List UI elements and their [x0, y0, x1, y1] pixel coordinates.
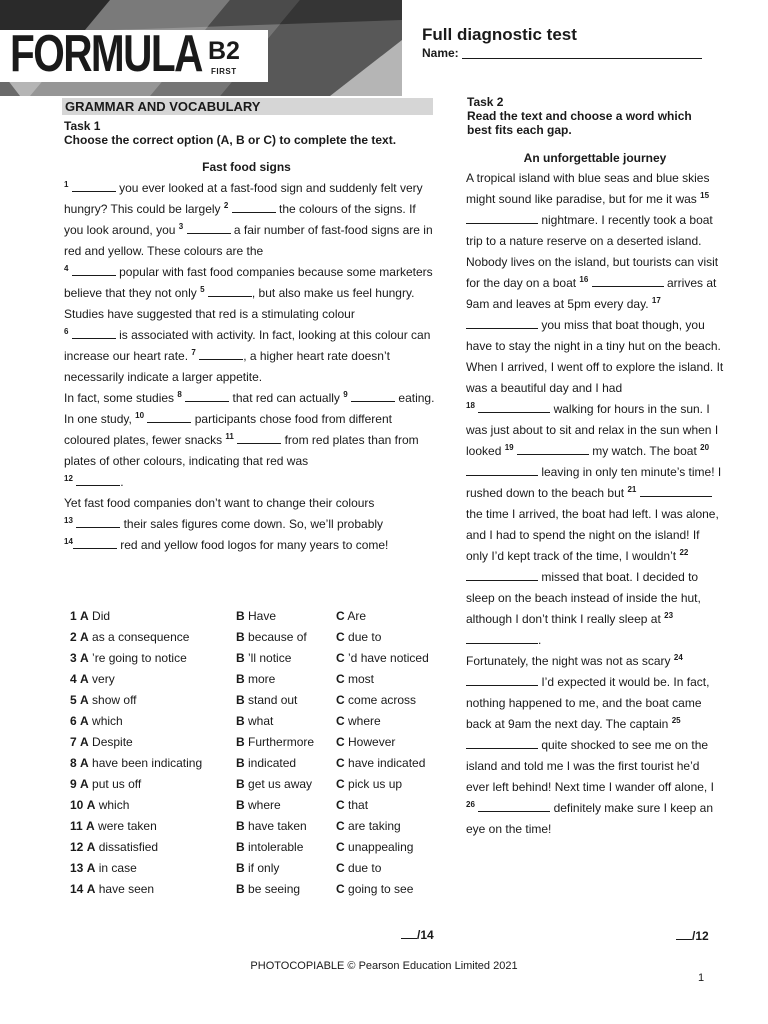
- option-letter: A: [86, 882, 96, 896]
- option-text: dissatisfied: [98, 840, 159, 854]
- option-letter: A: [80, 693, 89, 707]
- option-row: [70, 648, 450, 669]
- option-text: come across: [348, 693, 417, 707]
- option-number: 14: [70, 882, 84, 896]
- option-text: because of: [248, 630, 307, 644]
- option-letter: B: [236, 693, 245, 707]
- option-row: [70, 858, 450, 879]
- logo-level: B2: [208, 37, 240, 65]
- option-c[interactable]: [336, 606, 366, 627]
- option-letter: C: [336, 882, 345, 896]
- option-letter: C: [336, 651, 345, 665]
- gap-9[interactable]: [351, 392, 395, 402]
- gap-11[interactable]: [237, 434, 281, 444]
- page-number: 1: [698, 972, 705, 984]
- option-text: most: [348, 672, 375, 686]
- option-number: 13: [70, 861, 84, 875]
- option-text: unappealing: [348, 840, 414, 854]
- footer-copyright: PHOTOCOPIABLE © Pearson Education Limited 2021: [250, 960, 518, 972]
- option-letter: C: [336, 819, 345, 833]
- option-text: put us off: [92, 777, 142, 791]
- option-number: 2: [70, 630, 77, 644]
- option-letter: C: [336, 609, 345, 623]
- option-b[interactable]: [236, 879, 300, 900]
- gap-10[interactable]: [147, 413, 191, 423]
- option-row: [70, 753, 450, 774]
- task2-score: /12: [676, 929, 709, 943]
- option-b[interactable]: [236, 690, 297, 711]
- option-c[interactable]: [336, 690, 416, 711]
- option-letter: B: [236, 819, 245, 833]
- option-text: get us away: [248, 777, 313, 791]
- option-a[interactable]: [70, 795, 129, 816]
- gap-2[interactable]: [232, 203, 276, 213]
- option-letter: B: [236, 735, 245, 749]
- option-a[interactable]: [70, 690, 137, 711]
- option-text: have seen: [98, 882, 155, 896]
- option-text: where: [348, 714, 381, 728]
- gap-3[interactable]: [187, 224, 231, 234]
- option-number: 5: [70, 693, 77, 707]
- name-field[interactable]: [462, 58, 702, 59]
- option-letter: A: [80, 756, 89, 770]
- option-text: have been indicating: [92, 756, 203, 770]
- option-number: 4: [70, 672, 77, 686]
- option-letter: A: [80, 609, 89, 623]
- option-b[interactable]: [236, 795, 281, 816]
- gap-24[interactable]: [466, 676, 538, 686]
- option-text: Furthermore: [248, 735, 315, 749]
- option-text: have taken: [248, 819, 307, 833]
- logo-formula: FORMULA: [10, 25, 202, 83]
- option-letter: B: [236, 882, 245, 896]
- task2-passage: A tropical island with blue seas and blue skies might sound like paradise, but for me it was $^{15}$ nightmare. I recently took a boat trip to a nature reserve on a deserted island. Nobody lives on the island, but tourists can visit for the day on a boat $^{16}$ arrives at 9am and leaves at 5pm every day. $^{17}$ you miss that boat though, you have to stay the night in a tiny hut on the beach. When I arrived, I went off to explore the island. It was a beautiful day and I had $^{18}$ walking for hours in the sun. I was just about to sit and relax in the sun when I looked $^{19}$ my watch. The boat $^{20}$ leaving in only ten minute’s time! I rushed down to the beach but $^{21}$ the time I arrived, the boat had left. I was alone, and I had to spend the night on the island! If only I’d kept track of the time, I wouldn’t $^{22}$ missed that boat. I decided to sleep on the beach instead of inside the hut, although I don’t think I really sleep at $^{23}$ . Fortunately, the night was not as scary $^{24}$ I’d expected it would be. In fact, nothing happened to me, and the boat came back at 9am the next day. The captain $^{25}$ quite shocked to see me on the island and told me I was the first tourist he’d ever left behind! Next time I wander off alone, I $^{26}$ definitely make sure I keep an eye on the time!: [466, 171, 724, 836]
- option-letter: A: [86, 819, 95, 833]
- task1-label: Task 1: [64, 119, 101, 133]
- option-text: stand out: [248, 693, 298, 707]
- option-text: were taken: [98, 819, 157, 833]
- option-letter: C: [336, 798, 345, 812]
- gap-18[interactable]: [478, 403, 550, 413]
- option-text: which: [92, 714, 123, 728]
- option-text: due to: [348, 861, 382, 875]
- option-letter: A: [80, 714, 89, 728]
- option-b[interactable]: [236, 627, 307, 648]
- option-letter: B: [236, 609, 245, 623]
- document-title: Full diagnostic test: [422, 25, 577, 44]
- option-text: Are: [347, 609, 367, 623]
- task1-options: [70, 606, 450, 900]
- option-number: 7: [70, 735, 77, 749]
- option-text: indicated: [248, 756, 297, 770]
- task2-label: Task 2: [467, 95, 504, 109]
- option-text: ’re going to notice: [92, 651, 187, 665]
- option-number: 9: [70, 777, 77, 791]
- option-letter: B: [236, 630, 245, 644]
- option-text: which: [98, 798, 130, 812]
- option-letter: B: [236, 861, 245, 875]
- option-c[interactable]: [336, 816, 401, 837]
- option-c[interactable]: [336, 837, 413, 858]
- gap-26[interactable]: [478, 802, 550, 812]
- gap-23[interactable]: [466, 634, 538, 644]
- option-letter: A: [86, 861, 96, 875]
- option-letter: B: [236, 651, 245, 665]
- task1-passage: $^1$ you ever looked at a fast-food sign and suddenly felt very hungry? This could be largely $^2$ the colours of the signs. If you look around, you $^3$ a fair number of fast-food signs are in red and yellow. These colours are the $^4$ popular with fast food companies because some marketers believe that they not only $^5$ , but also make us feel hungry. Studies have suggested that red is a stimulating colour $^6$ is associated with activity. In fact, looking at this colour can increase our heart rate. $^7$ , a higher heart rate doesn’t necessarily indicate a larger appetite. In fact, some studies $^8$ that red can actually $^9$ eating. In one study, $^{10}$ participants chose food from different coloured plates, fewer snacks $^{11}$ from red plates than from plates of other colours, indicating that red was $^{12}$ . Yet fast food companies don’t want to change their colours $^{13}$ their sales figures come down. So, we’ll probably $^{14}$ red and yellow food logos for many years to come!: [64, 180, 435, 552]
- option-row: [70, 711, 450, 732]
- option-text: be seeing: [248, 882, 301, 896]
- option-letter: B: [236, 672, 245, 686]
- option-letter: C: [336, 714, 345, 728]
- option-text: Did: [92, 609, 111, 623]
- option-text: ’d have noticed: [348, 651, 429, 665]
- gap-12[interactable]: [76, 476, 120, 486]
- logo-sub: FIRST: [211, 67, 237, 76]
- gap-14[interactable]: [73, 539, 117, 549]
- option-a[interactable]: [70, 837, 158, 858]
- option-text: due to: [348, 630, 382, 644]
- option-text: that: [348, 798, 369, 812]
- task2-instruction: Read the text and choose a word which best fits each gap.: [467, 109, 692, 137]
- option-letter: C: [336, 840, 345, 854]
- option-letter: A: [80, 672, 89, 686]
- option-row: [70, 837, 450, 858]
- option-row: [70, 795, 450, 816]
- option-letter: A: [80, 735, 89, 749]
- option-text: However: [348, 735, 396, 749]
- gap-4[interactable]: [72, 266, 116, 276]
- gap-5[interactable]: [208, 287, 252, 297]
- option-a[interactable]: [70, 669, 115, 690]
- option-c[interactable]: [336, 669, 374, 690]
- option-number: 12: [70, 840, 84, 854]
- gap-15[interactable]: [466, 214, 538, 224]
- option-row: [70, 690, 450, 711]
- gap-16[interactable]: [592, 277, 664, 287]
- option-text: show off: [92, 693, 137, 707]
- name-label: Name:: [422, 46, 459, 60]
- option-text: going to see: [348, 882, 414, 896]
- option-a[interactable]: [70, 858, 137, 879]
- option-text: as a consequence: [92, 630, 190, 644]
- option-row: [70, 669, 450, 690]
- option-number: 11: [70, 819, 83, 833]
- option-text: if only: [248, 861, 280, 875]
- option-c[interactable]: [336, 711, 381, 732]
- option-text: what: [248, 714, 274, 728]
- option-a[interactable]: [70, 753, 202, 774]
- option-number: 10: [70, 798, 84, 812]
- option-a[interactable]: [70, 774, 141, 795]
- option-a[interactable]: [70, 627, 189, 648]
- gap-6[interactable]: [72, 329, 116, 339]
- option-letter: B: [236, 756, 245, 770]
- option-text: are taking: [348, 819, 401, 833]
- option-b[interactable]: [236, 753, 296, 774]
- gap-8[interactable]: [185, 392, 229, 402]
- option-text: where: [248, 798, 281, 812]
- option-number: 8: [70, 756, 77, 770]
- task1-score: /14: [401, 928, 434, 942]
- option-a[interactable]: [70, 606, 110, 627]
- option-text: pick us up: [348, 777, 403, 791]
- option-letter: A: [80, 630, 89, 644]
- gap-22[interactable]: [466, 571, 538, 581]
- option-a[interactable]: [70, 648, 187, 669]
- option-c[interactable]: [336, 774, 402, 795]
- option-letter: C: [336, 630, 345, 644]
- option-b[interactable]: [236, 669, 275, 690]
- option-letter: B: [236, 714, 245, 728]
- option-a[interactable]: [70, 732, 133, 753]
- option-c[interactable]: [336, 732, 395, 753]
- option-letter: C: [336, 672, 345, 686]
- option-row: [70, 606, 450, 627]
- option-letter: C: [336, 693, 345, 707]
- option-a[interactable]: [70, 816, 157, 837]
- gap-19[interactable]: [517, 445, 589, 455]
- option-letter: A: [86, 840, 96, 854]
- option-b[interactable]: [236, 711, 273, 732]
- option-number: 6: [70, 714, 77, 728]
- option-number: 3: [70, 651, 77, 665]
- option-letter: B: [236, 840, 245, 854]
- option-letter: A: [80, 777, 89, 791]
- option-text: have indicated: [348, 756, 426, 770]
- gap-13[interactable]: [76, 518, 120, 528]
- option-row: [70, 816, 450, 837]
- option-number: 1: [70, 609, 77, 623]
- gap-25[interactable]: [466, 739, 538, 749]
- option-a[interactable]: [70, 879, 154, 900]
- option-text: intolerable: [248, 840, 304, 854]
- option-letter: A: [86, 798, 96, 812]
- option-c[interactable]: [336, 753, 425, 774]
- task2-text-title: An unforgettable journey: [523, 151, 667, 165]
- option-letter: B: [236, 777, 245, 791]
- option-c[interactable]: [336, 879, 413, 900]
- option-letter: C: [336, 735, 345, 749]
- option-b[interactable]: [236, 816, 307, 837]
- option-b[interactable]: [236, 606, 276, 627]
- gap-1[interactable]: [72, 182, 116, 192]
- option-row: [70, 879, 450, 900]
- option-text: ’ll notice: [248, 651, 292, 665]
- option-text: Despite: [92, 735, 133, 749]
- option-letter: B: [236, 798, 245, 812]
- option-c[interactable]: [336, 627, 381, 648]
- option-text: in case: [98, 861, 137, 875]
- option-letter: C: [336, 861, 345, 875]
- option-row: [70, 774, 450, 795]
- option-b[interactable]: [236, 648, 291, 669]
- section-heading: GRAMMAR AND VOCABULARY: [62, 98, 433, 115]
- option-a[interactable]: [70, 711, 123, 732]
- option-c[interactable]: [336, 795, 368, 816]
- option-letter: C: [336, 756, 345, 770]
- option-c[interactable]: [336, 858, 381, 879]
- option-b[interactable]: [236, 732, 314, 753]
- option-c[interactable]: [336, 648, 429, 669]
- task1-text-title: Fast food signs: [202, 160, 291, 174]
- gap-7[interactable]: [199, 350, 243, 360]
- option-b[interactable]: [236, 837, 303, 858]
- option-row: [70, 627, 450, 648]
- option-b[interactable]: [236, 774, 312, 795]
- gap-20[interactable]: [466, 466, 538, 476]
- option-letter: A: [80, 651, 89, 665]
- option-text: Have: [248, 609, 277, 623]
- gap-17[interactable]: [466, 319, 538, 329]
- option-b[interactable]: [236, 858, 279, 879]
- gap-21[interactable]: [640, 487, 712, 497]
- option-letter: C: [336, 777, 345, 791]
- option-text: more: [248, 672, 276, 686]
- option-text: very: [92, 672, 115, 686]
- task1-instruction: Choose the correct option (A, B or C) to complete the text.: [64, 133, 397, 147]
- option-row: [70, 732, 450, 753]
